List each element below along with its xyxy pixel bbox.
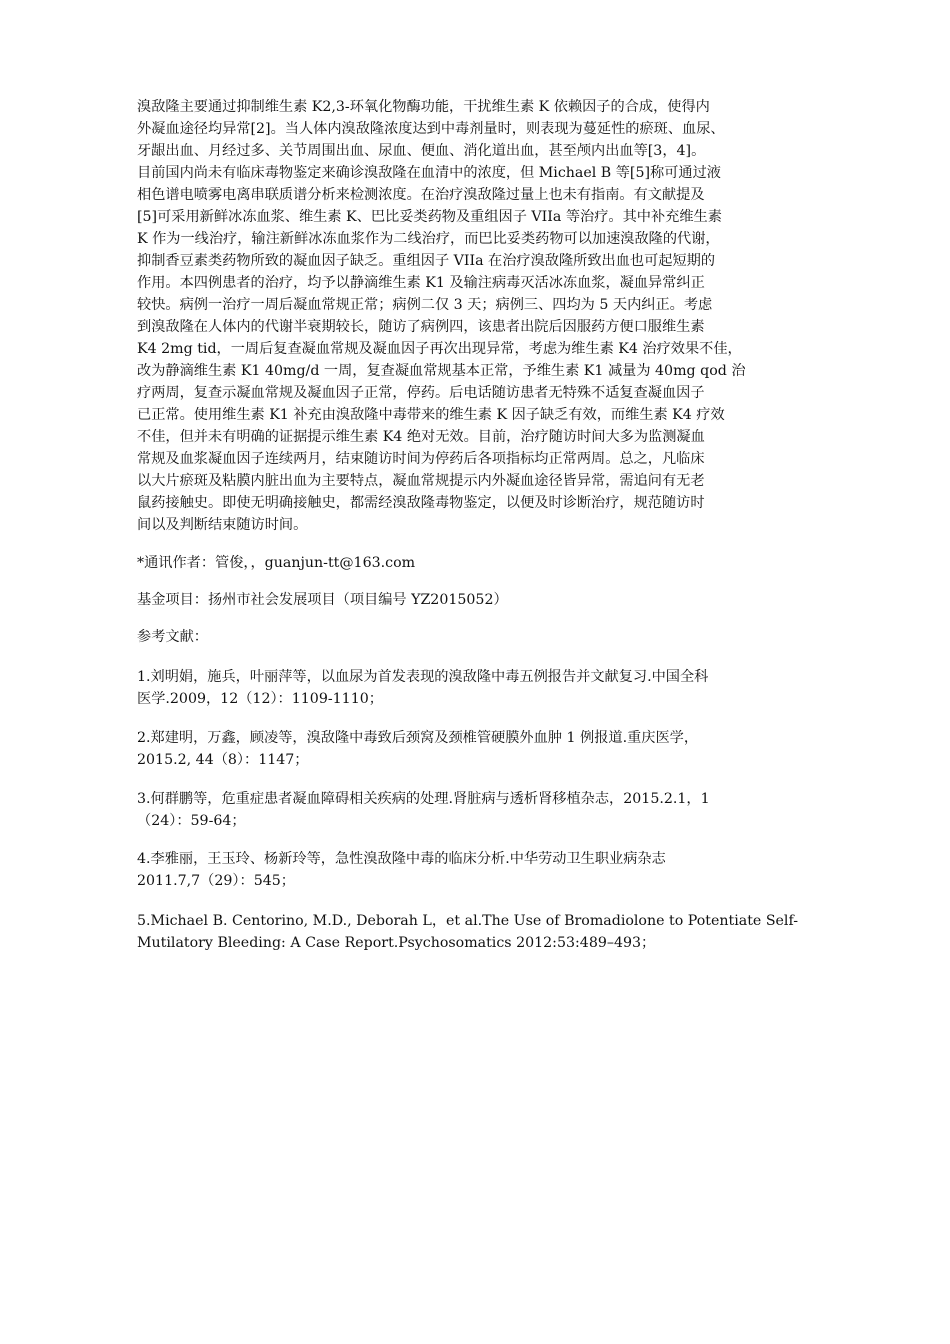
body-line: 鼠药接触史。即使无明确接触史，都需经溴敌隆毒物鉴定，以便及时诊断治疗，规范随访时: [137, 495, 705, 511]
body-line: 改为静滴维生素 K1 40mg/d 一周，复查凝血常规基本正常，予维生素 K1 减量为 40mg qod 治: [137, 363, 746, 379]
body-line: 溴敌隆主要通过抑制维生素 K2,3-环氧化物酶功能，干扰维生素 K 依赖因子的合成，使得内: [137, 99, 710, 115]
body-line: 牙龈出血、月经过多、关节周围出血、尿血、便血、消化道出血，甚至颅内出血等[3，4]。: [137, 143, 706, 159]
body-line: 抑制香豆素类药物所致的凝血因子缺乏。重组因子 VIIa 在治疗溴敌隆所致出血也可起短期的: [137, 253, 716, 269]
body-line: 作用。本四例患者的治疗，均予以静滴维生素 K1 及输注病毒灭活冰冻血浆，凝血异常纠正: [137, 275, 705, 291]
funding-note: 基金项目：扬州市社会发展项目（项目编号 YZ2015052）: [137, 592, 508, 608]
reference-line: 4.李雅丽，王玉玲、杨新玲等，急性溴敌隆中毒的临床分析.中华劳动卫生职业病杂志: [137, 851, 666, 867]
reference-item-4: [137, 848, 666, 892]
reference-line: 医学.2009，12（12）：1109-1110；: [137, 691, 383, 707]
body-line: K 作为一线治疗，输注新鲜冰冻血浆作为二线治疗，而巴比妥类药物可以加速溴敌隆的代谢，: [137, 231, 720, 247]
body-line: 间以及判断结束随访时间。: [137, 517, 308, 533]
reference-item-1: [137, 666, 708, 710]
body-line: 常规及血浆凝血因子连续两月，结束随访时间为停药后各项指标均正常两周。总之，凡临床: [137, 451, 705, 467]
reference-line: 5.Michael B. Centorino, M.D., Deborah L，et al.The Use of Bromadiolone to Potentiate Self-: [137, 913, 799, 929]
corresponding-author: *通讯作者：管俊，，guanjun-tt@163.com: [137, 555, 416, 571]
reference-item-2: [137, 727, 698, 771]
body-line: 不佳，但并未有明确的证据提示维生素 K4 绝对无效。目前，治疗随访时间大多为监测凝血: [137, 429, 705, 445]
body-line: 相色谱电喷雾电离串联质谱分析来检测浓度。在治疗溴敌隆过量上也未有指南。有文献提及: [137, 187, 705, 203]
reference-line: （24）：59-64；: [137, 813, 246, 829]
reference-line: 2015.2, 44（8）：1147；: [137, 752, 309, 768]
reference-item-3: [137, 788, 710, 832]
body-line: K4 2mg tid，一周后复查凝血常规及凝血因子再次出现异常，考虑为维生素 K4 治疗效果不佳，: [137, 341, 742, 357]
body-line: 目前国内尚未有临床毒物鉴定来确诊溴敌隆在血清中的浓度，但 Michael B 等[5]称可通过液: [137, 165, 721, 181]
body-line: 以大片瘀斑及粘膜内脏出血为主要特点，凝血常规提示内外凝血途径皆异常，需追问有无老: [137, 473, 705, 489]
reference-line: Mutilatory Bleeding: A Case Report.Psychosomatics 2012:53:489–493；: [137, 935, 656, 951]
reference-line: 3.何群鹏等，危重症患者凝血障碍相关疾病的处理.肾脏病与透析肾移植杂志，2015.2.1，1: [137, 791, 710, 807]
reference-line: 2011.7,7（29）：545；: [137, 873, 295, 889]
reference-line: 2.郑建明，万鑫，顾凌等，溴敌隆中毒致后颈窝及颈椎管硬膜外血肿 1 例报道.重庆医学，: [137, 730, 699, 746]
body-line: 已正常。使用维生素 K1 补充由溴敌隆中毒带来的维生素 K 因子缺乏有效，而维生素 K4 疗效: [137, 407, 725, 423]
body-line: 外凝血途径均异常[2]。当人体内溴敌隆浓度达到中毒剂量时，则表现为蔓延性的瘀斑、血尿、: [137, 121, 725, 137]
reference-item-5: [137, 910, 798, 954]
body-line: 较快。病例一治疗一周后凝血常规正常；病例二仅 3 天；病例三、四均为 5 天内纠正。考虑: [137, 297, 713, 313]
body-line: 疗两周，复查示凝血常规及凝血因子正常，停药。后电话随访患者无特殊不适复查凝血因子: [137, 385, 705, 401]
body-paragraph: [137, 96, 827, 536]
references-heading: 参考文献：: [137, 629, 208, 645]
reference-line: 1.刘明娟，施兵，叶丽萍等，以血尿为首发表现的溴敌隆中毒五例报告并文献复习.中国全科: [137, 669, 709, 685]
body-line: 到溴敌隆在人体内的代谢半衰期较长，随访了病例四，该患者出院后因服药方便口服维生素: [137, 319, 705, 335]
body-line: [5]可采用新鲜冰冻血浆、维生素 K、巴比妥类药物及重组因子 VIIa 等治疗。其中补充维生素: [137, 209, 722, 225]
